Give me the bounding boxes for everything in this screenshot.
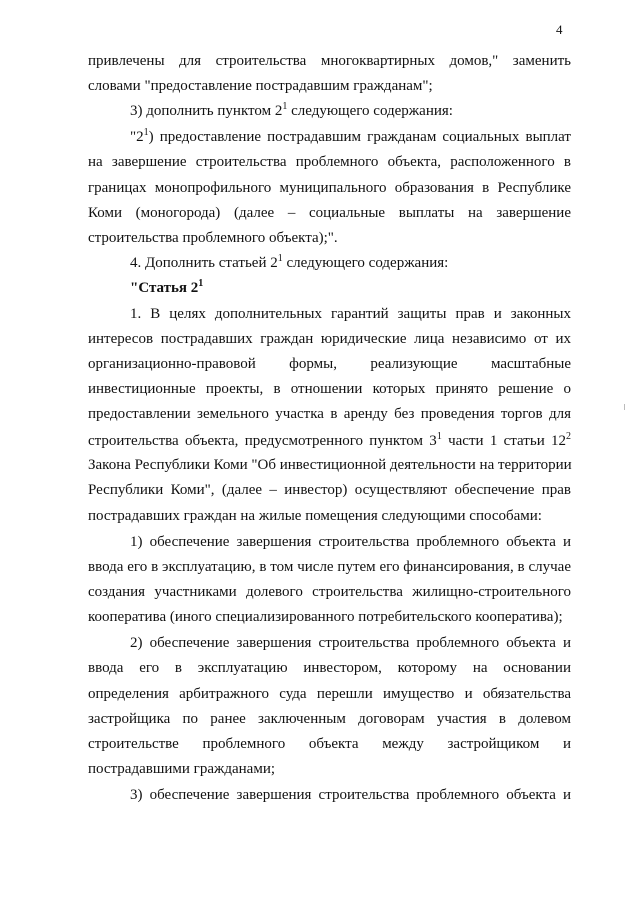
text-line: 1) обеспечение завершения строительства проблемного объекта и: [130, 534, 571, 550]
text-line: инвестиционные проекты, в отношении которых принято решение о: [88, 381, 571, 397]
text-line: Коми (моногорода) (далее – социальные выплаты на завершение: [88, 205, 571, 221]
text-line: застройщика по ранее заключенным договорам участия в долевом: [88, 711, 571, 727]
text-line: "$2^1$) предоставление пострадавшим гражданам социальных выплат: [130, 127, 571, 145]
text-line: границах монопрофильного муниципального образования в Республике: [88, 180, 571, 196]
text-line: Закона Республики Коми "Об инвестиционной деятельности на территории: [88, 457, 572, 473]
text-line: привлечены для строительства многоквартирных домов," заменить: [88, 53, 571, 69]
text-line: пострадавшими гражданами;: [88, 761, 276, 777]
text-line: определения арбитражного суда перешли имущество и обязательства: [88, 686, 571, 702]
text-line: Республики Коми", (далее – инвестор) осуществляют обеспечение прав: [88, 482, 571, 498]
text-line: строительства проблемного объекта);".: [88, 230, 338, 246]
text-line: на завершение строительства проблемного объекта, расположенного в: [88, 154, 571, 170]
text-line: ввода его в эксплуатацию инвестором, которому на основании: [88, 660, 571, 676]
page-number: 4: [556, 22, 563, 37]
text-line: словами "предоставление пострадавшим гражданам";: [88, 78, 433, 94]
text-line: 3) обеспечение завершения строительства проблемного объекта и: [130, 787, 571, 803]
text-line: ввода его в эксплуатацию, в том числе путем его финансирования, в случае: [88, 559, 571, 575]
text-line: строительстве проблемного объекта между застройщиком и: [88, 736, 571, 752]
text-line: пострадавших граждан на жилые помещения следующими способами:: [88, 508, 542, 524]
text-line: предоставлении земельного участка в аренду без проведения торгов для: [88, 406, 571, 422]
text-line: интересов пострадавших граждан юридические лица независимо от их: [88, 331, 571, 347]
text-line: создания участниками долевого строительства жилищно-строительного: [88, 584, 571, 600]
margin-mark: [624, 404, 625, 410]
text-line: строительства объекта, предусмотренного пунктом $3^1$ части 1 статьи $12^2$: [88, 431, 572, 449]
text-line: 1. В целях дополнительных гарантий защиты прав и законных: [130, 306, 571, 322]
text-line: организационно-правовой формы, реализующие масштабные: [88, 356, 571, 372]
text-line: 4. Дополнить статьей $2^1$ следующего содержания:: [130, 253, 449, 271]
text-line: 3) дополнить пунктом $2^1$ следующего содержания:: [130, 101, 453, 119]
text-line: кооператива (иного специализированного потребительского кооператива);: [88, 609, 563, 625]
text-line: 2) обеспечение завершения строительства проблемного объекта и: [130, 635, 571, 651]
article-heading: "Статья $2^1$: [130, 278, 204, 296]
